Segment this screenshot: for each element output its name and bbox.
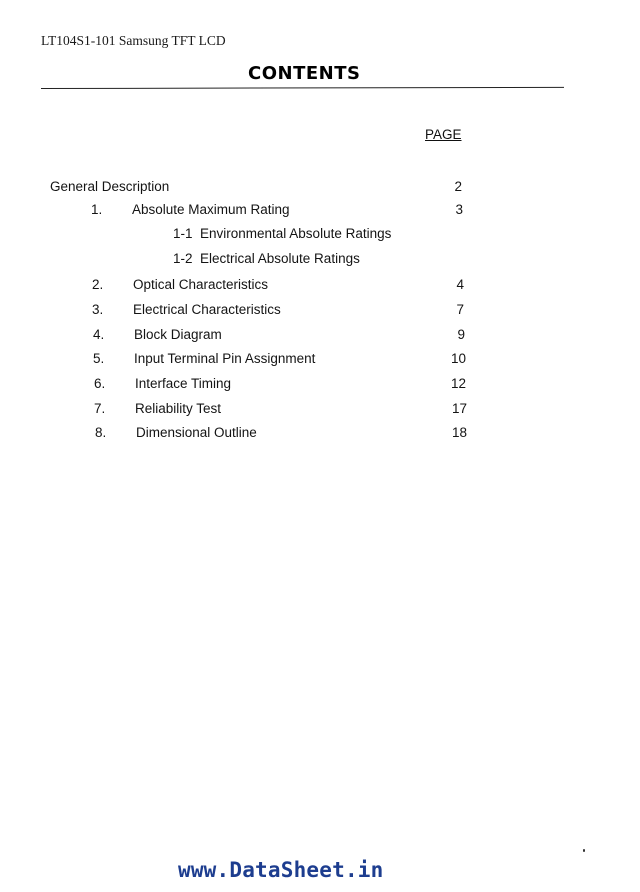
contents-title: CONTENTS (248, 63, 361, 84)
toc-entry-label: General Description (50, 179, 170, 194)
toc-entry-label: Reliability Test (135, 401, 222, 416)
toc-entry-number: 2. (92, 277, 104, 292)
toc-entry-dimensional-outline (0, 425, 640, 443)
toc-entry-electrical-characteristics (0, 302, 640, 320)
toc-entry-number: 8. (95, 425, 107, 440)
toc-entry-page: 18 (451, 425, 467, 440)
toc-entry-number: 1-1 (173, 226, 193, 241)
toc-entry-page: 2 (454, 179, 462, 194)
toc-entry-label: Electrical Absolute Ratings (200, 251, 360, 266)
toc-entry-absolute-maximum-rating (0, 202, 640, 220)
toc-entry-reliability-test (0, 401, 640, 419)
document-model-header: LT104S1-101 Samsung TFT LCD (41, 33, 226, 48)
toc-entry-page: 10 (450, 351, 466, 366)
watermark-link[interactable]: www.DataSheet.in (178, 858, 384, 882)
toc-entry-label: Environmental Absolute Ratings (200, 226, 392, 241)
toc-entry-page: 7 (456, 302, 464, 317)
toc-entry-label: Block Diagram (134, 327, 222, 342)
toc-entry-general-description (0, 179, 640, 197)
toc-entry-optical-characteristics (0, 277, 640, 295)
toc-entry-label: Electrical Characteristics (133, 302, 281, 317)
toc-entry-label: Dimensional Outline (136, 425, 257, 440)
toc-entry-number: 5. (93, 351, 105, 366)
toc-entry-label: Interface Timing (135, 376, 232, 391)
toc-entry-page: 12 (450, 376, 466, 391)
toc-entry-page: 4 (456, 277, 464, 292)
title-underline-rule (41, 87, 564, 89)
toc-entry-environmental-absolute-ratings (0, 226, 640, 244)
toc-entry-number: 1. (91, 202, 103, 217)
toc-entry-label: Input Terminal Pin Assignment (134, 351, 316, 366)
toc-entry-number: 1-2 (173, 251, 193, 266)
toc-entry-number: 3. (92, 302, 104, 317)
toc-entry-label: Absolute Maximum Rating (132, 202, 290, 217)
toc-entry-number: 4. (93, 327, 105, 342)
toc-entry-page: 3 (455, 202, 463, 217)
toc-entry-block-diagram (0, 327, 640, 345)
toc-entry-page: 17 (451, 401, 467, 416)
toc-entry-page: 9 (457, 327, 465, 342)
toc-entry-number: 6. (94, 376, 106, 391)
toc-entry-number: 7. (94, 401, 106, 416)
toc-entry-label: Optical Characteristics (133, 277, 269, 292)
toc-entry-electrical-absolute-ratings (0, 251, 640, 269)
toc-entry-input-terminal-pin-assignment (0, 351, 640, 369)
toc-entry-interface-timing (0, 376, 640, 394)
scan-speck (583, 849, 585, 852)
page-column-heading: PAGE (425, 127, 462, 142)
